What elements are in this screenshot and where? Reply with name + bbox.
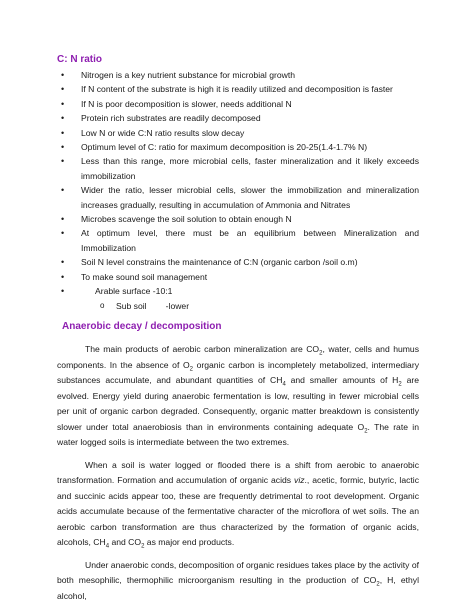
bullet-icon: •: [61, 70, 65, 80]
list-item: • If N content of the substrate is high it is readily utilized and decomposition is faster: [57, 82, 419, 96]
anaerobic-heading: Anaerobic decay / decomposition: [62, 321, 222, 332]
paragraph: The main products of aerobic carbon mineralization are $CO_2$, water, cells and humus components. In the absence of $O_2$ organic carbon is incompletely metabolized, intermediary substances accumulate, and abundant quantities of $CH_4$ and smaller amounts of $H_2$ are evolved. Energy yield during anaerobic fermentation is low, resulting in fewer microbial cells per unit of organic carbon degraded. Consequently, organic matter breakdown is consistently slower under total anaerobiosis than in environments containing adequate $O_2$. The rate in water logged soils is intermediate between the two extremes.: [57, 344, 420, 447]
bullet-icon: •: [61, 156, 65, 167]
list-item: • Microbes scavenge the soil solution to obtain enough N: [57, 212, 419, 226]
list-item: • Optimum level of C: ratio for maximum decomposition is 20-25(1.4-1.7% N): [57, 140, 419, 154]
bullet-list: [57, 68, 419, 313]
bullet-icon: •: [61, 214, 65, 225]
list-item: • Nitrogen is a key nutrient substance for microbial growth: [57, 68, 419, 82]
circle-bullet-icon: o: [100, 300, 105, 310]
list-item: • At optimum level, there must be an equilibrium between Mineralization and Immobilization: [61, 228, 419, 253]
bullet-icon: •: [61, 84, 65, 95]
list-item: • Soil N level constrains the maintenance of C:N (organic carbon /soil o.m): [57, 255, 419, 269]
bullet-icon: •: [61, 286, 65, 297]
bullet-icon: •: [61, 127, 65, 138]
list-item: • Low N or wide C:N ratio results slow decay: [57, 126, 419, 140]
list-item: • Wider the ratio, lesser microbial cells, slower the immobilization and mineralization increases gradually, resulting in accumulation of Ammonia and Nitrates: [61, 185, 419, 210]
bullet-icon: •: [61, 142, 65, 153]
list-item: • To make sound soil management: [57, 270, 419, 284]
sub-list-item: o Sub soil -lower: [57, 299, 419, 313]
paragraph: When a soil is water logged or flooded there is a shift from aerobic to anaerobic transformation. Formation and accumulation of organic acids viz., acetic, formic, butyric, lactic and succinic acids appear too, these are frequently detrimental to root development. Organic acids accumulate because of the fermentative character of the microflora of wet soils. The an aerobic carbon transformation are thus characterized by the formation of organic acids, alcohols, $CH_4$ and $CO_2$ as major end products.: [57, 459, 419, 550]
list-item: • If N is poor decomposition is slower, needs additional N: [57, 97, 419, 111]
bullet-icon: •: [61, 185, 65, 196]
paragraph: Under anaerobic conds, decomposition of organic residues takes place by the activity of both mesophilic, thermophilic microorganism resulting in the production of $CO_2$, H, ethyl alcohol,: [57, 559, 419, 601]
list-item: • Less than this range, more microbial cells, faster mineralization and it likely exceeds immobilization: [61, 156, 419, 181]
body-text: [57, 342, 419, 611]
bullet-icon: •: [61, 98, 65, 109]
bullet-icon: •: [61, 271, 65, 282]
list-item: • Protein rich substrates are readily decomposed: [57, 111, 419, 125]
cn-ratio-heading: C: N ratio: [57, 54, 102, 65]
bullet-icon: •: [61, 228, 65, 239]
bullet-icon: •: [61, 257, 65, 268]
list-item-arable: • Arable surface -10:1: [57, 284, 419, 298]
bullet-icon: •: [61, 113, 65, 124]
